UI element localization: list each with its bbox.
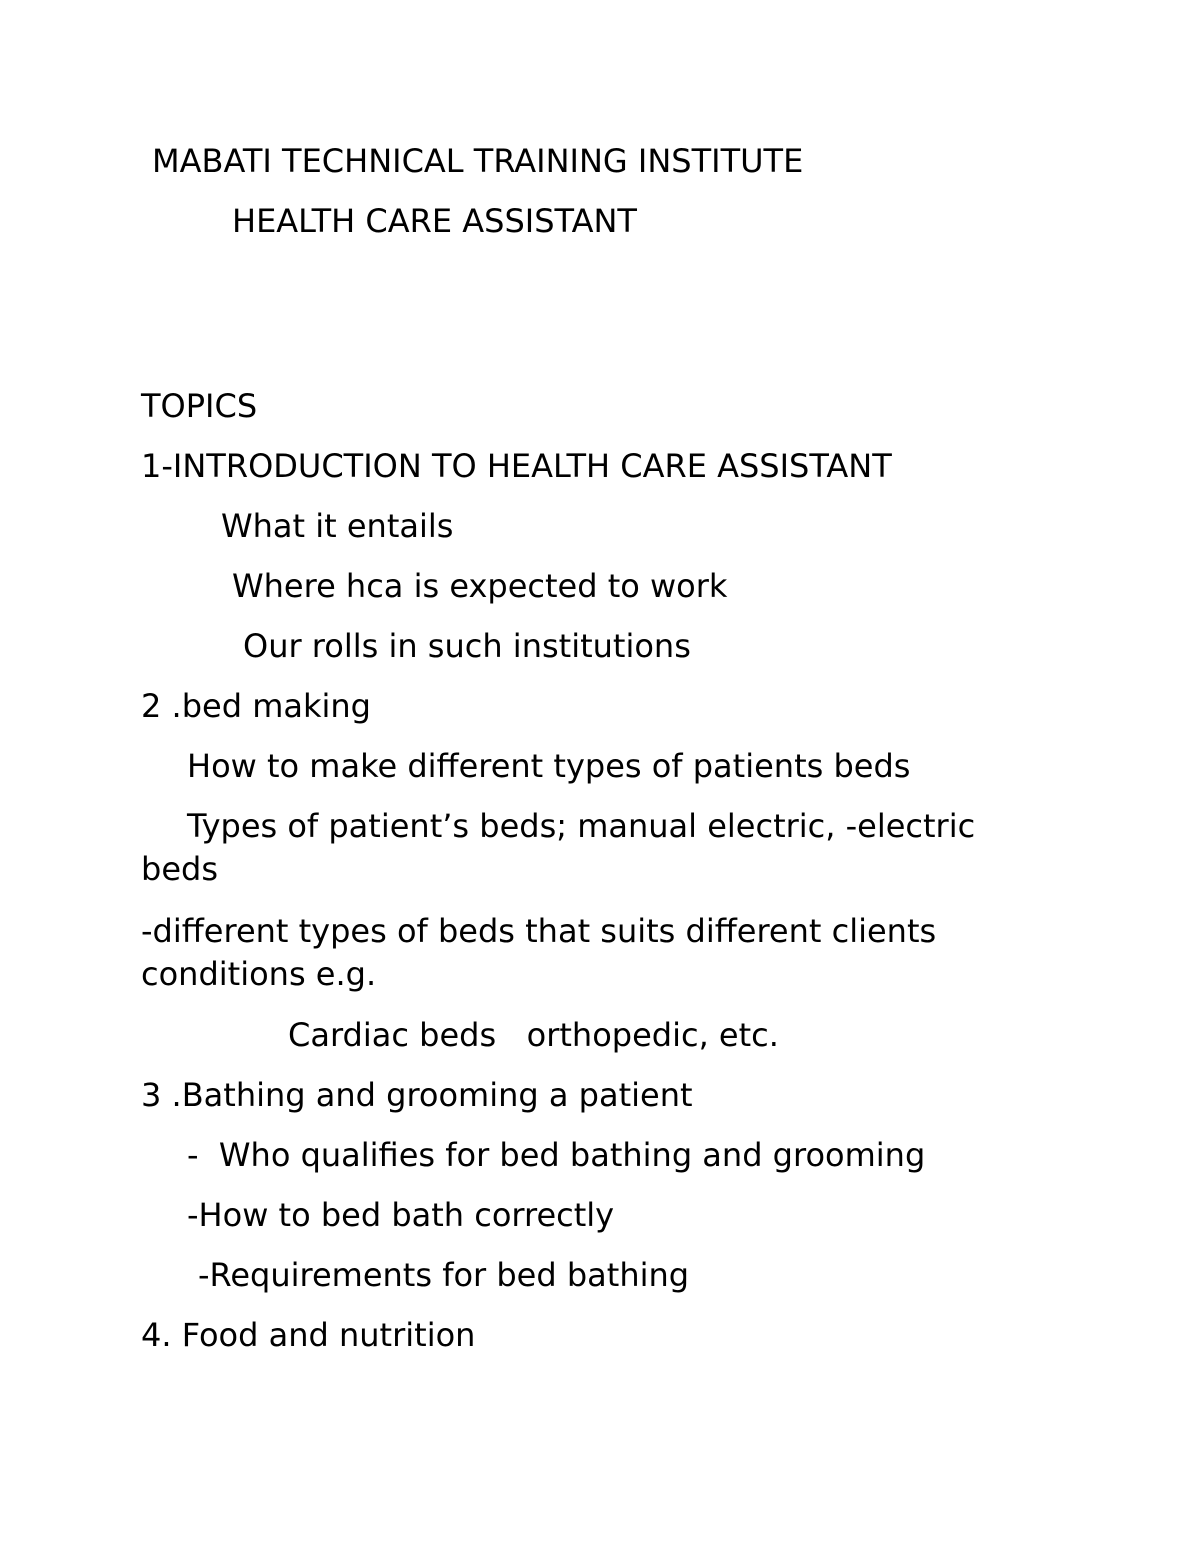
topic-2-item: -different types of beds that suits different clients conditions e.g.: [141, 912, 937, 993]
topic-3-title: 3 .Bathing and grooming a patient: [141, 1076, 693, 1114]
topic-1-item: What it entails: [221, 507, 454, 545]
institution-title: MABATI TECHNICAL TRAINING INSTITUTE: [152, 142, 804, 180]
topic-1-item: Where hca is expected to work: [232, 567, 728, 605]
topic-2-item: Cardiac beds orthopedic, etc.: [288, 1016, 779, 1054]
topic-4-title: 4. Food and nutrition: [141, 1316, 476, 1354]
topic-1-title: 1-INTRODUCTION TO HEALTH CARE ASSISTANT: [141, 447, 892, 485]
topic-3-item: - Who qualifies for bed bathing and grooming: [187, 1136, 926, 1174]
topic-3-item: -How to bed bath correctly: [187, 1196, 615, 1234]
topic-2-item: How to make different types of patients beds: [187, 747, 911, 785]
topic-2-title: 2 .bed making: [141, 687, 371, 725]
topic-1-item: Our rolls in such institutions: [243, 627, 691, 665]
topics-heading: TOPICS: [141, 387, 258, 425]
topic-3-item: -Requirements for bed bathing: [198, 1256, 690, 1294]
course-title: HEALTH CARE ASSISTANT: [232, 202, 637, 240]
topic-2-item: Types of patient’s beds; manual electric, -electric beds: [141, 807, 976, 888]
